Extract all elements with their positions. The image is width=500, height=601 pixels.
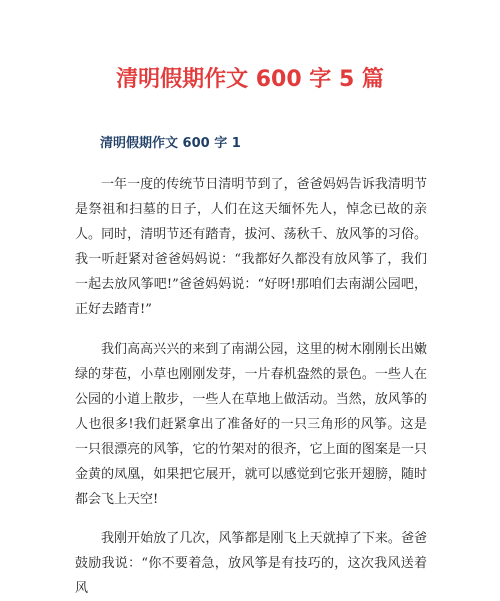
paragraph-2: 我们高高兴兴的来到了南湖公园，这里的树木刚刚长出嫩绿的芽苞，小草也刚刚发芽，一片春机盎然的景色。一些人在公园的小道上散步，一些人在草地上做活动。当然，放风筝的人也很多!我们赶紧拿出了准备好的一只三角形的风筝。这是一只很漂亮的风筝，它的竹架对的很齐，它上面的图案是一只金黄的凤凰，如果把它展开，就可以感觉到它张开翅膀，随时都会飞上天空! <box>75 342 427 507</box>
paragraph-1: 一年一度的传统节日清明节到了，爸爸妈妈告诉我清明节是祭祖和扫墓的日子，人们在这天缅怀先人，悼念已故的亲人。同时，清明节还有踏青，拔河、荡秋千、放风筝的习俗。我一听赶紧对爸爸妈妈说：“我都好久都没有放风筝了，我们一起去放风筝吧!”爸爸妈妈说：“好呀!那咱们去南湖公园吧，正好去踏青!” <box>75 177 427 317</box>
section-heading: 清明假期作文 600 字 1 <box>100 136 241 151</box>
paragraph-3: 我刚开始放了几次，风筝都是刚飞上天就掉了下来。爸爸鼓励我说：“你不要着急，放风筝是有技巧的，这次我风送着风 <box>75 531 427 596</box>
document-title: 清明假期作文 600 字 5 篇 <box>116 67 384 92</box>
